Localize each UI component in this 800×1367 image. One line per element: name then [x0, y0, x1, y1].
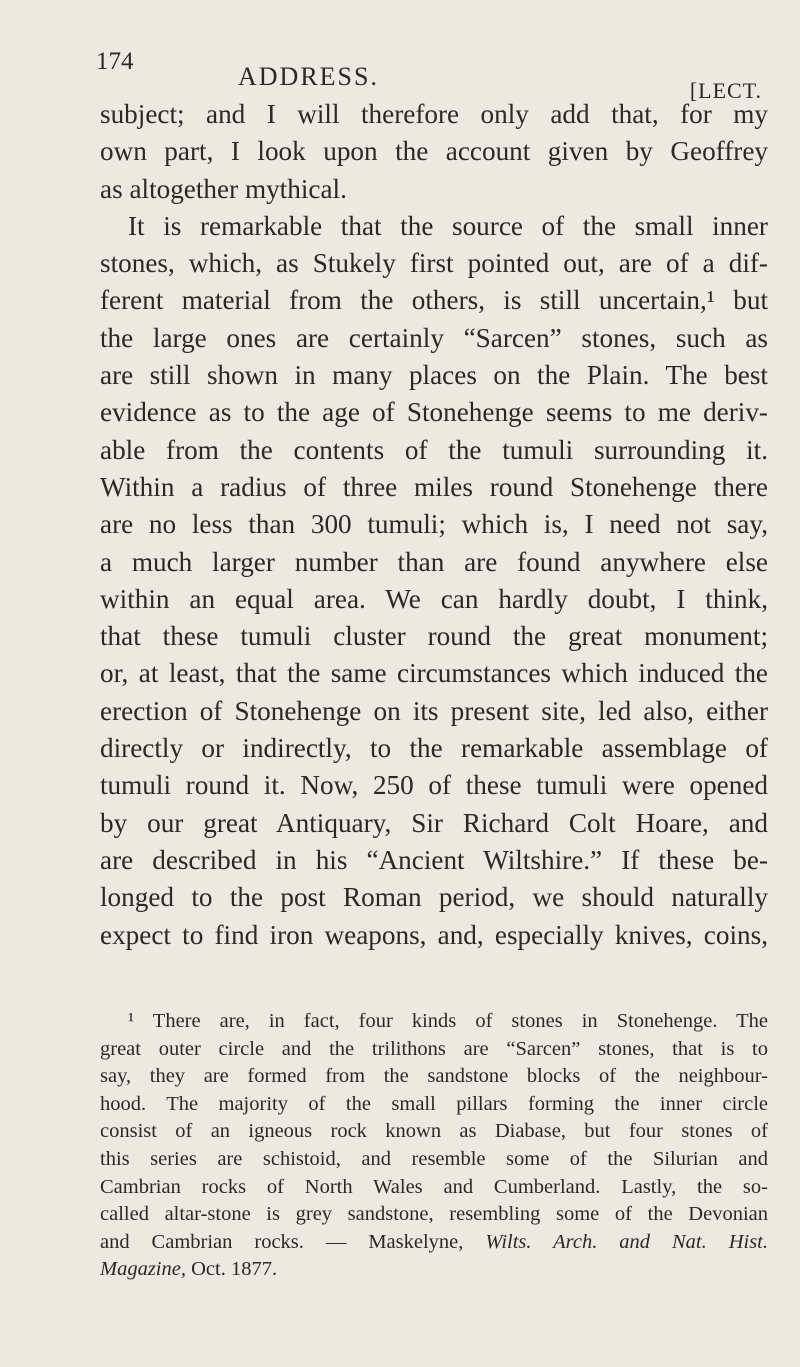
text-line: are no less than 300 tumuli; which is, I need not say,	[100, 509, 768, 540]
section-mark: [LECT.	[689, 78, 762, 103]
text-line: the large ones are certainly “Sarcen” stones, such as	[100, 322, 768, 353]
text-line: directly or indirectly, to the remarkable assemblage of	[100, 733, 768, 764]
text-line: tumuli round it. Now, 250 of these tumuli were opened	[100, 770, 768, 801]
page-number: 174	[96, 48, 134, 75]
footnote-line: ¹ There are, in fact, four kinds of stones in Stonehenge. The	[128, 1010, 768, 1032]
text-line: as altogether mythical.	[100, 173, 347, 204]
text-line: or, at least, that the same circumstances which induced the	[100, 658, 768, 689]
footnote-date: Oct. 1877.	[185, 1258, 278, 1281]
text-line: stones, which, as Stukely first pointed out, are of a dif-	[100, 248, 768, 279]
text-line: able from the contents of the tumuli surrounding it.	[100, 434, 768, 465]
footnote-line: consist of an igneous rock known as Diabase, but four stones of	[100, 1120, 768, 1143]
footnote-line	[100, 1256, 768, 1284]
text-line: ferent material from the others, is still uncertain,¹ but	[100, 285, 768, 316]
text-line: within an equal area. We can hardly doubt, I think,	[100, 583, 768, 614]
footnote-line: called altar-stone is grey sandstone, resembling some of the Devonian	[100, 1203, 768, 1226]
text-line: Within a radius of three miles round Stonehenge there	[100, 471, 768, 502]
footnote-line: say, they are formed from the sandstone blocks of the neighbour-	[100, 1065, 768, 1088]
text-line: a much larger number than are found anywhere else	[100, 546, 768, 577]
footnote-text: and Cambrian rocks. — Maskelyne,	[100, 1230, 464, 1253]
text-line: are still shown in many places on the Plain. The best	[100, 360, 768, 391]
footnote-citation-title: Magazine,	[100, 1258, 186, 1281]
text-line: It is remarkable that the source of the small inner	[128, 210, 768, 241]
footnote-line: great outer circle and the trilithons are “Sarcen” stones, that is to	[100, 1037, 768, 1060]
footnote-line: this series are schistoid, and resemble some of the Silurian and	[100, 1147, 768, 1170]
body-text	[100, 96, 768, 954]
page-header	[96, 48, 780, 103]
text-line: evidence as to the age of Stonehenge seems to me deriv-	[100, 397, 768, 428]
text-line: erection of Stonehenge on its present site, led also, either	[100, 695, 768, 726]
footnote	[100, 1008, 768, 1284]
footnote-line	[100, 1229, 768, 1257]
footnote-citation-title: Wilts. Arch. and Nat. Hist.	[485, 1230, 768, 1253]
text-line: subject; and I will therefore only add that, for my	[100, 99, 768, 129]
running-head: ADDRESS.	[238, 62, 379, 91]
text-line: expect to find iron weapons, and, especially knives, coins,	[100, 919, 768, 950]
text-line: that these tumuli cluster round the great monument;	[100, 621, 768, 652]
footnote-line: Cambrian rocks of North Wales and Cumberland. Lastly, the so-	[100, 1175, 768, 1198]
text-line: longed to the post Roman period, we should naturally	[100, 882, 768, 913]
text-line: by our great Antiquary, Sir Richard Colt Hoare, and	[100, 807, 768, 838]
text-line: own part, I look upon the account given by Geoffrey	[100, 136, 768, 167]
text-line: are described in his “Ancient Wiltshire.” If these be-	[100, 844, 768, 875]
footnote-line: hood. The majority of the small pillars forming the inner circle	[100, 1092, 768, 1115]
